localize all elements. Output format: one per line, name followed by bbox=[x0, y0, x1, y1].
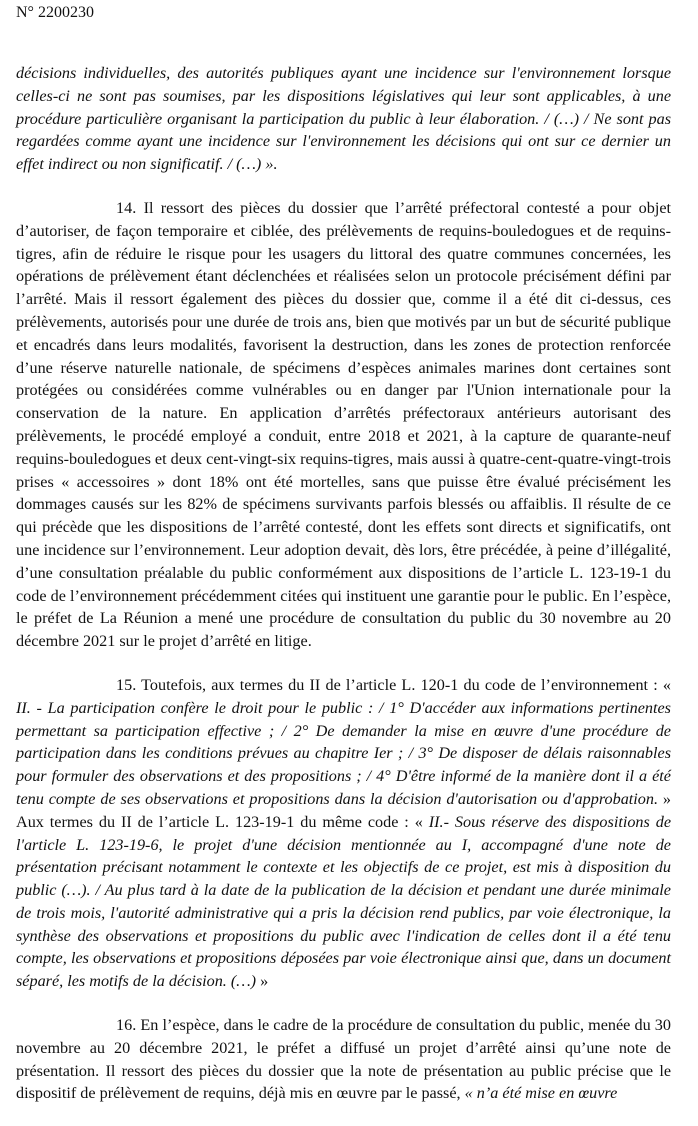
quoted-law-text: décisions individuelles, des autorités publiques ayant une incidence sur l'environnement lorsque celles-ci ne sont pas soumises, par les dispositions législatives qui leur sont applicables, à une procédure particulière organisant la participation du public à leur élaboration. / (…) / Ne sont pas regardées comme ayant une incidence sur l'environnement les décisions qui ont sur ce dernier un effet indirect ou non significatif. / (…) ». bbox=[16, 64, 671, 174]
paragraph-text: En l’espèce, dans le cadre de la procédure de consultation du public, menée du 30 novembre au 20 décembre 2021, le préfet a diffusé un projet d’arrêté ainsi qu’une note de présentation. Il ressort des pièces du dossier que la note de présentation au public précise que le dispositif de prélèvement de requins, déjà mis en œuvre par le passé, bbox=[16, 1016, 671, 1103]
paragraph-intro: Toutefois, aux termes du II de l’article L. 120-1 du code de l’environnement : « bbox=[141, 675, 671, 694]
paragraph-number: 16. bbox=[116, 1016, 137, 1035]
quote-closing: » bbox=[256, 972, 269, 991]
paragraph-number: 15. bbox=[116, 675, 137, 694]
paragraph-13-tail bbox=[16, 62, 671, 176]
quoted-article-l123-19-1: II.- Sous réserve des dispositions de l'article L. 123-19-6, le projet d'une décision mentionnée au I, accompagné d'une note de présentation précisant notamment le contexte et les objectifs de ce projet, est mis à disposition du public (…). / Au plus tard à la date de la publication de la décision et pendant une durée minimale de trois mois, l'autorité administrative qui a pris la décision rend publics, par voie électronique, la synthèse des observations et propositions du public avec l'indication de celles dont il a été tenu compte, les observations et propositions déposées par voie électronique ainsi que, dans un document séparé, les motifs de la décision. (…) bbox=[16, 812, 672, 991]
paragraph-14 bbox=[16, 197, 671, 653]
document-body bbox=[16, 62, 671, 1126]
paragraph-middle: » Aux termes du II de l’article L. 123-19-1 du même code : « bbox=[16, 789, 672, 831]
paragraph-number: 14. bbox=[116, 198, 137, 217]
paragraph-16 bbox=[16, 1014, 671, 1105]
paragraph-text: Il ressort des pièces du dossier que l’arrêté préfectoral contesté a pour objet d’autoriser, de façon temporaire et ciblée, des prélèvements de requins-bouledogues et de requins-tigres, afin de réduire le risque pour les usagers du littoral des quatre communes concernées, les opérations de prélèvement étant déclenchées et réalisées selon un protocole précisément défini par l’arrêté. Mais il ressort également des pièces du dossier que, comme il a été dit ci-dessus, ces prélèvements, autorisés pour une durée de trois ans, bien que motivés par un but de sécurité publique et encadrés dans leurs modalités, favorisent la destruction, dans les zones de protection renforcée d’une réserve naturelle nationale, de spécimens d’espèces animales marines dont certaines sont protégées ou considérées comme vulnérables ou en danger par l'Union internationale pour la conservation de la nature. En application d’arrêtés préfectoraux antérieurs autorisant des prélèvements, le procédé employé a conduit, entre 2018 et 2021, à la capture de quarante-neuf requins-bouledogues et deux cent-vingt-six requins-tigres, mais aussi à quatre-cent-quatre-vingt-trois prises « accessoires » dont 18% ont été mortelles, sans que puisse être évalué précisément les dommages causés sur les 82% de spécimens survivants parfois blessés ou affaiblis. Il résulte de ce qui précède que les dispositions de l’arrêté contesté, dont les effets sont directs et significatifs, ont une incidence sur l’environnement. Leur adoption devait, dès lors, être précédée, à peine d’illégalité, d’une consultation préalable du public conformément aux dispositions de l’article L. 123-19-1 du code de l’environnement précédemment citées qui instituent une garantie pour le public. En l’espèce, le préfet de La Réunion a mené une procédure de consultation du public du 30 novembre au 20 décembre 2021 sur le projet d’arrêté en litige. bbox=[16, 198, 672, 651]
paragraph-15 bbox=[16, 674, 671, 993]
document-number: N° 2200230 bbox=[16, 4, 94, 21]
quoted-article-l120-1: II. - La participation confère le droit pour le public : / 1° D'accéder aux informations pertinentes permettant sa participation effective ; / 2° De demander la mise en œuvre d'une procédure de participation dans les conditions prévues au chapitre Ier ; / 3° De disposer de délais raisonnables pour formuler des observations et des propositions ; / 4° D'être informé de la manière dont il a été tenu compte de ses observations et propositions dans la décision d'autorisation ou d'approbation. bbox=[16, 698, 671, 808]
quoted-note-text: « n’a été mise en œuvre bbox=[464, 1084, 618, 1103]
